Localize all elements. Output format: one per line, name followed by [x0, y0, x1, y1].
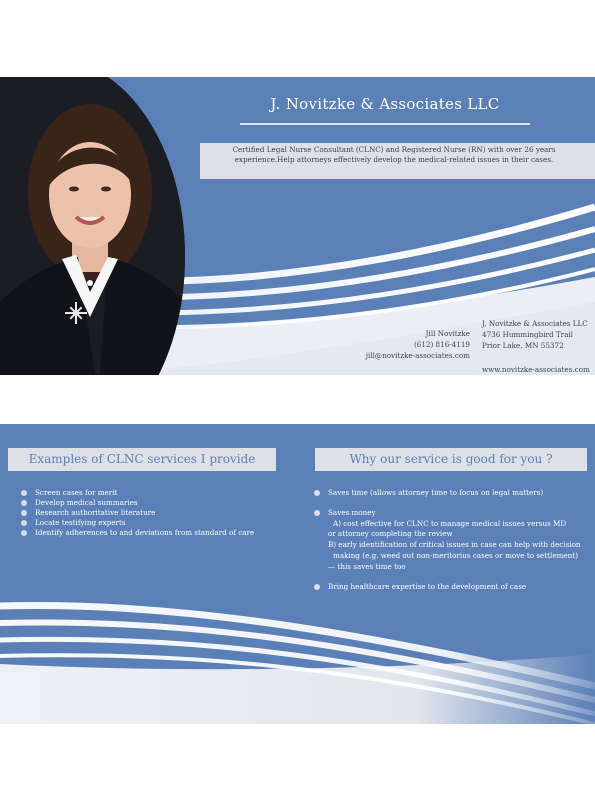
company-name: J. Novitzke & Associates LLC [270, 95, 500, 113]
portrait-photo [0, 77, 185, 375]
benefit-money-a2: or attorney completing the review [328, 529, 453, 539]
benefit-money-b3: — this saves time too [328, 561, 406, 571]
services-list [20, 488, 254, 538]
list-item: Research authoritative literature [20, 508, 254, 518]
contact-person-block [330, 328, 470, 361]
website: www.novitzke-associates.com [482, 365, 590, 374]
contact-name: Jill Novitzke [425, 329, 470, 338]
business-card-front [0, 77, 595, 375]
list-item [313, 508, 581, 573]
business-card-back [0, 424, 595, 724]
list-item: Locate testifying experts [20, 518, 254, 528]
tagline: Certified Legal Nurse Consultant (CLNC) and Registered Nurse (RN) with over 26 years experience.Help attorneys effectively develop the medical-related issues in their cases. [232, 145, 556, 164]
benefits-heading: Why our service is good for you ? [315, 448, 587, 471]
address-street: 4736 Hummingbird Trail [482, 330, 573, 339]
benefit-money-b2: making (e.g. weed out non-meritorius cases or move to settlement) [333, 550, 579, 560]
address-city: Prior Lake, MN 55372 [482, 341, 564, 350]
benefit-money-title: Saves money [328, 507, 376, 517]
address-company: J. Novitzke & Associates LLC [482, 319, 588, 328]
list-item [313, 582, 581, 593]
contact-email: jill@novitzke-associates.com [365, 351, 470, 360]
benefit-money-a1: A) cost effective for CLNC to manage medical issues versus MD [333, 518, 567, 528]
list-item [313, 488, 581, 499]
list-item: Identify adherences to and deviations from standard of care [20, 528, 254, 538]
benefit-money-b1: B) early identification of critical issues in case can help with decision [328, 540, 581, 550]
benefits-list [313, 488, 581, 592]
address-block [482, 318, 590, 375]
list-item: Develop medical summaries [20, 498, 254, 508]
benefit-time: Saves time (allows attorney time to focus on legal matters) [328, 488, 544, 497]
list-item: Screen cases for merit [20, 488, 254, 498]
contact-phone: (612) 816-4119 [413, 340, 470, 349]
benefit-expertise: Bring healthcare expertise to the development of case [328, 581, 527, 591]
services-heading: Examples of CLNC services I provide [8, 448, 276, 471]
title-divider [240, 123, 530, 125]
